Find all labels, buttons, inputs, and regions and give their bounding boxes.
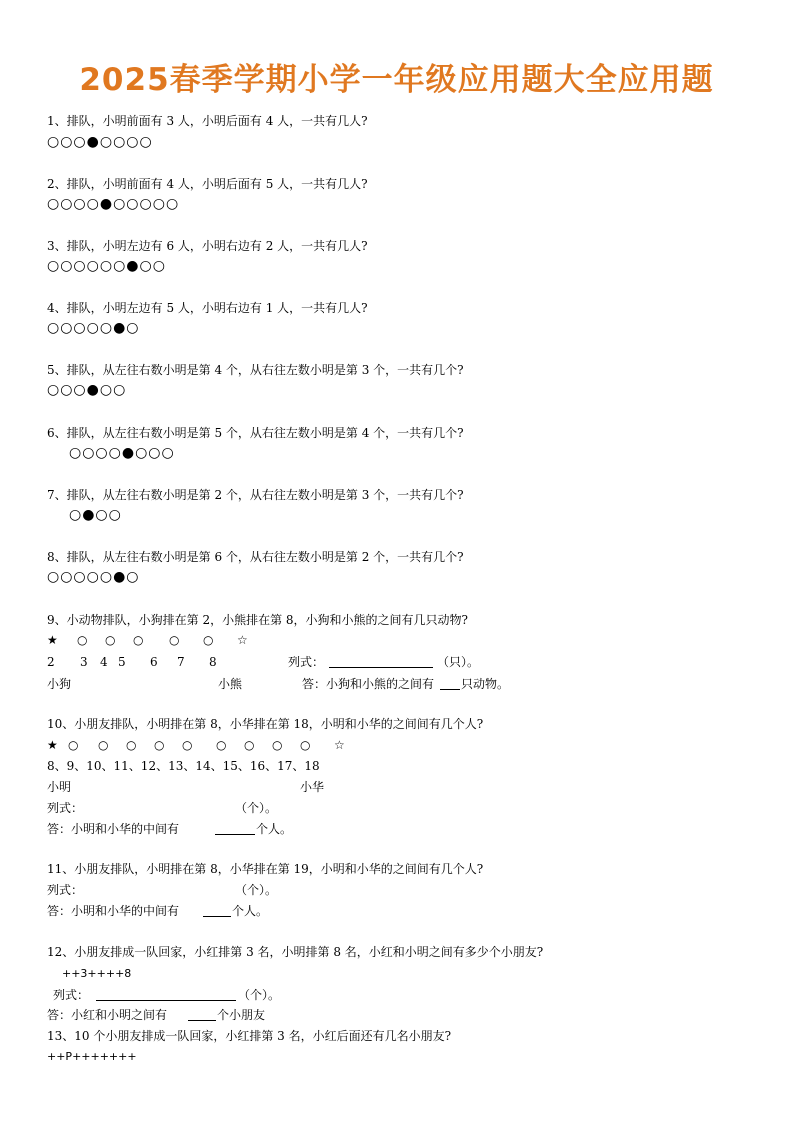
- question-1-text: 1、排队，小明前面有 3 人，小明后面有 4 人，一共有几人?: [47, 114, 368, 128]
- q12-formula-label: 列式：: [53, 988, 90, 1002]
- question-5-diagram: ○○○●○○: [47, 382, 127, 398]
- q9-formula-blank[interactable]: [329, 655, 433, 668]
- q10-circle: ○: [154, 738, 165, 752]
- q11-formula-label: 列式：: [47, 883, 84, 897]
- question-6-diagram: ○○○○●○○○: [69, 445, 175, 461]
- question-12-text: 12、小朋友排成一队回家，小红排第 3 名，小明排第 8 名，小红和小明之间有多少个小朋友?: [47, 945, 544, 959]
- q9-circle: ○: [105, 633, 116, 647]
- q9-dog-label: 小狗: [47, 677, 72, 691]
- question-5-text: 5、排队，从左往右数小明是第 4 个，从右往左数小明是第 3 个，一共有几个?: [47, 363, 464, 377]
- q10-formula-blank[interactable]: [84, 801, 232, 813]
- q10-formula-label: 列式：: [47, 801, 84, 815]
- q9-number: 7: [177, 655, 185, 669]
- q9-formula-label: 列式：: [288, 655, 325, 669]
- q10-number-line: 8、9、10、11、12、13、14、15、16、17、18: [47, 759, 320, 773]
- q9-answer-blank[interactable]: [440, 677, 460, 690]
- question-6-text: 6、排队，从左往右数小明是第 5 个，从右往左数小明是第 4 个，一共有几个?: [47, 426, 464, 440]
- q9-number: 2: [47, 655, 55, 669]
- q10-answer-suffix: 个人。: [256, 822, 293, 836]
- q10-circle: ○: [126, 738, 137, 752]
- q10-circle: ○: [216, 738, 227, 752]
- q10-circle: ○: [98, 738, 109, 752]
- question-4-text: 4、排队，小明左边有 5 人，小明右边有 1 人，一共有几人?: [47, 301, 368, 315]
- question-2-diagram: ○○○○●○○○○○: [47, 196, 180, 212]
- question-8-text: 8、排队，从左往右数小明是第 6 个，从右往左数小明是第 2 个，一共有几个?: [47, 550, 464, 564]
- q10-xiaohua-label: 小华: [300, 780, 325, 794]
- q13-diagram: ++P+++++++: [47, 1050, 137, 1063]
- q10-xiaohua-star: ☆: [334, 738, 345, 752]
- q9-circle: ○: [169, 633, 180, 647]
- question-11-text: 11、小朋友排队，小明排在第 8，小华排在第 19，小明和小华的之间间有几个人?: [47, 862, 484, 876]
- q9-answer-prefix: 答：小狗和小熊的之间有: [302, 677, 435, 691]
- q11-formula-unit: （个）。: [235, 883, 278, 897]
- q12-diagram: ++3++++8: [62, 967, 132, 980]
- question-10-text: 10、小朋友排队，小明排在第 8，小华排在第 18，小明和小华的之间间有几个人?: [47, 717, 484, 731]
- q9-number: 3: [80, 655, 88, 669]
- q9-bear-label: 小熊: [218, 677, 243, 691]
- q11-answer-blank[interactable]: [203, 904, 231, 917]
- q10-circle: ○: [272, 738, 283, 752]
- question-8-diagram: ○○○○○●○: [47, 569, 140, 585]
- q9-answer-suffix: 只动物。: [461, 677, 510, 691]
- q12-answer-blank[interactable]: [188, 1008, 216, 1021]
- q11-answer-prefix: 答：小明和小华的中间有: [47, 904, 180, 918]
- q10-circle: ○: [244, 738, 255, 752]
- q9-circle: ○: [203, 633, 214, 647]
- page-title: 2025春季学期小学一年级应用题大全应用题: [79, 62, 714, 98]
- q9-circle: ○: [77, 633, 88, 647]
- q12-answer-prefix: 答：小红和小明之间有: [47, 1008, 168, 1022]
- q9-dog-star: ★: [47, 633, 58, 647]
- q10-xiaoming-star: ★: [47, 738, 58, 752]
- q12-answer-suffix: 个小朋友: [217, 1008, 266, 1022]
- question-9-text: 9、小动物排队，小狗排在第 2，小熊排在第 8，小狗和小熊的之间有几只动物?: [47, 613, 468, 627]
- q10-answer-blank[interactable]: [215, 822, 255, 835]
- q10-formula-unit: （个）。: [235, 801, 278, 815]
- question-7-diagram: ○●○○: [69, 507, 122, 523]
- q9-formula-unit: （只）。: [437, 655, 480, 669]
- question-3-diagram: ○○○○○○●○○: [47, 258, 166, 274]
- q10-xiaoming-label: 小明: [47, 780, 72, 794]
- question-4-diagram: ○○○○○●○: [47, 320, 140, 336]
- q11-formula-blank[interactable]: [84, 883, 232, 895]
- q9-bear-star: ☆: [237, 633, 248, 647]
- q10-circle: ○: [68, 738, 79, 752]
- question-7-text: 7、排队，从左往右数小明是第 2 个，从右往左数小明是第 3 个，一共有几个?: [47, 488, 464, 502]
- q9-number: 4: [100, 655, 108, 669]
- q9-circle: ○: [133, 633, 144, 647]
- q12-formula-unit: （个）。: [238, 988, 281, 1002]
- q9-number: 5: [118, 655, 126, 669]
- question-1-diagram: ○○○●○○○○: [47, 134, 153, 150]
- q9-number: 8: [209, 655, 217, 669]
- q12-formula-blank[interactable]: [96, 988, 236, 1001]
- q11-answer-suffix: 个人。: [232, 904, 269, 918]
- question-13-text: 13、10 个小朋友排成一队回家，小红排第 3 名，小红后面还有几名小朋友?: [47, 1029, 452, 1043]
- q10-circle: ○: [300, 738, 311, 752]
- q9-number: 6: [150, 655, 158, 669]
- question-3-text: 3、排队，小明左边有 6 人，小明右边有 2 人，一共有几人?: [47, 239, 368, 253]
- question-2-text: 2、排队，小明前面有 4 人，小明后面有 5 人，一共有几人?: [47, 177, 368, 191]
- q10-circle: ○: [182, 738, 193, 752]
- q10-answer-prefix: 答：小明和小华的中间有: [47, 822, 180, 836]
